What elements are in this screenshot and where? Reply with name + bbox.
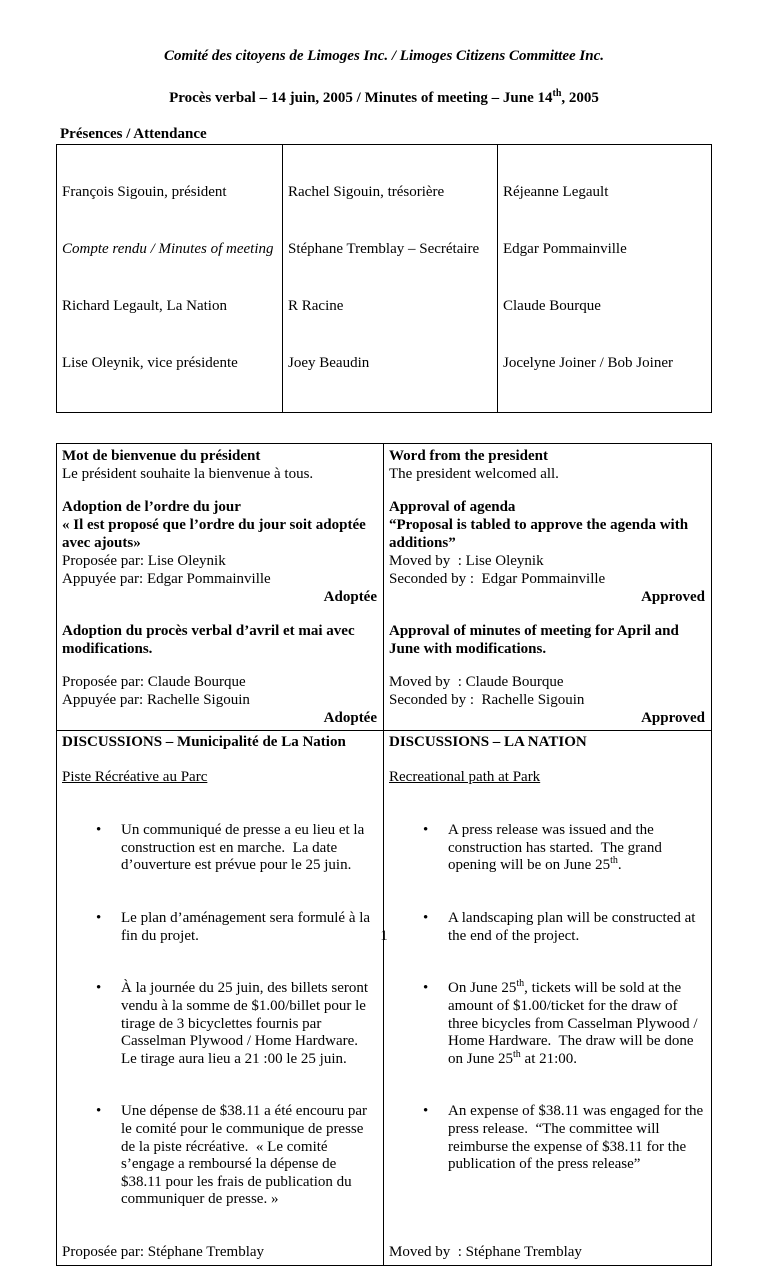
- agenda-quote-fr: « Il est proposé que l’ordre du jour soit adoptée avec ajouts»: [62, 517, 370, 552]
- discussions-moved-fr: Proposée par: Stéphane Tremblay: [62, 1244, 265, 1261]
- attendee: Jocelyne Joiner / Bob Joiner: [503, 355, 673, 371]
- minutes-approval-result-fr: Adoptée: [323, 709, 377, 726]
- welcome-heading-fr: Mot de bienvenue du président: [62, 448, 261, 464]
- bullet-icon: •: [96, 1103, 102, 1120]
- document-title: Comité des citoyens de Limoges Inc. / Limoges Citizens Committee Inc.: [164, 48, 604, 64]
- discussions-heading-en: DISCUSSIONS – LA NATION: [389, 734, 587, 750]
- attendee: Stéphane Tremblay – Secrétaire: [288, 241, 480, 257]
- list-item-text: A press release was issued and the construction has started. The grand opening will be on June 25: [448, 821, 666, 874]
- discussions-cell-english: [384, 731, 711, 1265]
- agenda-seconded-fr: Appuyée par: Edgar Pommainville: [62, 571, 271, 588]
- spacer: [389, 752, 705, 770]
- discussions-bullet-list-en: [389, 787, 705, 1209]
- bullet-icon: •: [423, 980, 429, 997]
- welcome-body-en: The president welcomed all.: [389, 466, 559, 482]
- minutes-approval-heading-fr: Adoption du procès verbal d’avril et mai avec modifications.: [62, 622, 359, 657]
- spacer: [389, 606, 705, 621]
- spacer: [62, 606, 377, 621]
- bullet-icon: •: [423, 821, 429, 838]
- list-item: [389, 822, 705, 875]
- minutes-approval-moved-en: Moved by : Claude Bourque: [389, 673, 564, 690]
- list-item-text: .: [617, 857, 622, 874]
- attendance-column-2: [283, 145, 498, 412]
- list-item-text: Un communiqué de presse a eu lieu et la construction est en marche. La date d’ouverture est prévue pour le 25 juin.: [121, 821, 369, 874]
- welcome-heading-en: Word from the president: [389, 448, 549, 464]
- discussions-heading-fr: DISCUSSIONS – Municipalité de La Nation: [62, 734, 346, 750]
- document-subtitle: [0, 89, 768, 108]
- minutes-approval-seconded-fr: Appuyée par: Rachelle Sigouin: [62, 691, 250, 708]
- bullet-icon: •: [423, 1103, 429, 1120]
- agenda-result-en: Approved: [641, 589, 705, 606]
- list-item: [389, 1103, 705, 1173]
- agenda-heading-en: Approval of agenda: [389, 499, 516, 516]
- agenda-result-fr: Adoptée: [323, 589, 377, 606]
- agenda-quote-en: “Proposal is tabled to approve the agenda with additions”: [389, 517, 692, 552]
- minutes-cell-english: [384, 444, 711, 731]
- list-item: [62, 1103, 377, 1209]
- list-item: [62, 822, 377, 875]
- attendee: Réjeanne Legault: [503, 184, 609, 200]
- minutes-cell-french: [57, 444, 384, 731]
- list-item-text: Le plan d’aménagement sera formulé à la fin du projet.: [121, 909, 374, 944]
- page-number: 1: [380, 928, 388, 944]
- list-item-text: , tickets will be sold at the amount of $1.00/ticket for the draw of three bicycles from Casselman Plywood / Home Hardware. The draw will be done on June 25: [448, 980, 702, 1067]
- list-item-text: À la journée du 25 juin, des billets seront vendu à la somme de $1.00/billet pour le tirage de 3 bicyclettes fournis par Casselman Plywood / Home Hardware. Le tirage aura lieu a 21 :00 le 25 juin.: [121, 980, 372, 1067]
- discussions-cell-french: [57, 731, 384, 1265]
- minutes-table: [56, 443, 712, 1266]
- attendee: Lise Oleynik, vice présidente: [62, 355, 238, 371]
- attendee: François Sigouin, président: [62, 184, 227, 200]
- agenda-moved-fr: Proposée par: Lise Oleynik: [62, 553, 226, 570]
- spacer: [62, 658, 377, 673]
- ordinal-superscript: th: [516, 978, 525, 990]
- attendee: Claude Bourque: [503, 298, 601, 314]
- attendance-column-1: [57, 145, 283, 412]
- welcome-body-fr: Le président souhaite la bienvenue à tous.: [62, 466, 314, 482]
- attendee: Edgar Pommainville: [503, 241, 627, 257]
- minutes-approval-result-en: Approved: [641, 709, 705, 726]
- subtitle-text: Procès verbal – 14 juin, 2005 / Minutes of meeting – June 14: [169, 90, 553, 106]
- attendee: Rachel Sigouin, trésorière: [288, 184, 445, 200]
- discussions-topic-fr: Piste Récréative au Parc: [62, 769, 208, 786]
- bullet-icon: •: [423, 909, 429, 926]
- attendee: Compte rendu / Minutes of meeting: [62, 241, 274, 257]
- agenda-heading-fr: Adoption de l’ordre du jour: [62, 499, 241, 516]
- discussions-moved-en: Moved by : Stéphane Tremblay: [389, 1244, 582, 1261]
- subtitle-superscript: th: [552, 88, 562, 99]
- attendance-heading: Présences / Attendance: [60, 126, 207, 142]
- list-item-text: Une dépense de $38.11 a été encouru par le comité pour le communique de presse de la piste récréative. « Le comité s’engage a remboursé la dépense de $38.11 pour les frais de publication du communiquer de presse. »: [121, 1103, 371, 1208]
- bullet-icon: •: [96, 909, 102, 926]
- minutes-approval-moved-fr: Proposée par: Claude Bourque: [62, 673, 246, 690]
- ordinal-superscript: th: [513, 1048, 521, 1060]
- list-item-text: An expense of $38.11 was engaged for the press release. “The committee will reimburse the expense of $38.11 for the publication of the press release”: [448, 1103, 707, 1173]
- minutes-approval-heading-en: Approval of minutes of meeting for April and June with modifications.: [389, 622, 683, 657]
- list-item-text: On June 25: [448, 980, 517, 997]
- subtitle-text-end: , 2005: [561, 90, 599, 106]
- list-item-text: at 21:00.: [520, 1050, 578, 1067]
- bullet-icon: •: [96, 980, 102, 997]
- attendee: R Racine: [288, 298, 344, 314]
- spacer: [62, 483, 377, 498]
- list-item-text: A landscaping plan will be constructed at the end of the project.: [448, 909, 700, 944]
- bullet-icon: •: [96, 821, 102, 838]
- spacer: [389, 658, 705, 673]
- attendee: Joey Beaudin: [288, 355, 370, 371]
- ordinal-superscript: th: [610, 855, 618, 867]
- attendance-table: [56, 144, 712, 413]
- spacer: [389, 483, 705, 498]
- attendee: Richard Legault, La Nation: [62, 298, 227, 314]
- agenda-moved-en: Moved by : Lise Oleynik: [389, 553, 544, 570]
- discussions-bullet-list-fr: [62, 787, 377, 1244]
- attendance-column-3: [498, 145, 711, 412]
- discussions-topic-en: Recreational path at Park: [389, 769, 541, 786]
- spacer: [62, 752, 377, 770]
- minutes-approval-seconded-en: Seconded by : Rachelle Sigouin: [389, 691, 585, 708]
- agenda-seconded-en: Seconded by : Edgar Pommainville: [389, 571, 606, 588]
